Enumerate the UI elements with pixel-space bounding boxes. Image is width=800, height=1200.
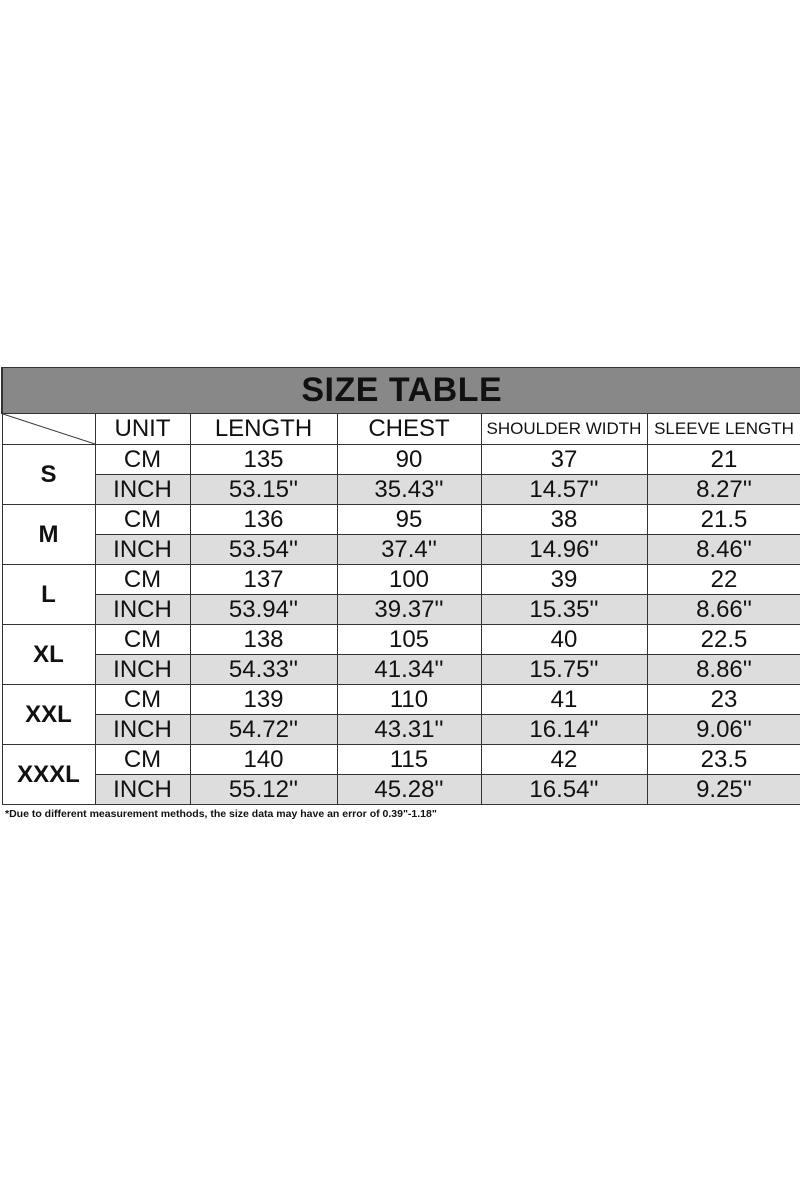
shoulder-width-cell: 39 (481, 565, 647, 595)
sleeve-length-cell: 23 (647, 685, 800, 715)
chest-cell: 105 (337, 625, 481, 655)
table-row (2, 475, 800, 505)
sleeve-length-cell: 9.06'' (647, 715, 800, 745)
shoulder-width-cell: 16.14'' (481, 715, 647, 745)
length-cell: 137 (190, 565, 337, 595)
length-cell: 53.94'' (190, 595, 337, 625)
length-cell: 138 (190, 625, 337, 655)
chest-cell: 95 (337, 505, 481, 535)
chest-cell: 115 (337, 745, 481, 775)
table-row (2, 685, 800, 715)
shoulder-width-cell: 42 (481, 745, 647, 775)
chest-cell: 43.31'' (337, 715, 481, 745)
header-length: LENGTH (190, 414, 337, 445)
length-cell: 54.33'' (190, 655, 337, 685)
chest-cell: 41.34'' (337, 655, 481, 685)
unit-cell: INCH (95, 595, 190, 625)
unit-cell: CM (95, 565, 190, 595)
shoulder-width-cell: 15.75'' (481, 655, 647, 685)
title-row (2, 368, 800, 414)
shoulder-width-cell: 38 (481, 505, 647, 535)
table-row (2, 535, 800, 565)
length-cell: 55.12'' (190, 775, 337, 805)
length-cell: 135 (190, 445, 337, 475)
shoulder-width-cell: 14.96'' (481, 535, 647, 565)
sleeve-length-cell: 21.5 (647, 505, 800, 535)
sleeve-length-cell: 23.5 (647, 745, 800, 775)
chest-cell: 90 (337, 445, 481, 475)
size-label: XL (2, 625, 95, 685)
size-label: S (2, 445, 95, 505)
size-label: XXXL (2, 745, 95, 805)
chest-cell: 45.28'' (337, 775, 481, 805)
table-row (2, 745, 800, 775)
table-row (2, 775, 800, 805)
sleeve-length-cell: 8.66'' (647, 595, 800, 625)
diagonal-line-icon (3, 414, 95, 444)
footnote: *Due to different measurement methods, the size data may have an error of 0.39"-1.18" (5, 808, 437, 820)
size-label: XXL (2, 685, 95, 745)
table-row (2, 445, 800, 475)
unit-cell: INCH (95, 475, 190, 505)
sleeve-length-cell: 8.86'' (647, 655, 800, 685)
table-row (2, 505, 800, 535)
sleeve-length-cell: 22 (647, 565, 800, 595)
chest-cell: 39.37'' (337, 595, 481, 625)
unit-cell: CM (95, 505, 190, 535)
unit-cell: INCH (95, 715, 190, 745)
size-table-container (1, 367, 800, 820)
header-sleeve-length: SLEEVE LENGTH (647, 414, 800, 445)
unit-cell: CM (95, 685, 190, 715)
table-row (2, 595, 800, 625)
header-row (2, 414, 800, 445)
chest-cell: 37.4'' (337, 535, 481, 565)
diagonal-header-cell (2, 414, 95, 445)
size-label: M (2, 505, 95, 565)
shoulder-width-cell: 41 (481, 685, 647, 715)
table-title: SIZE TABLE (2, 368, 800, 414)
sleeve-length-cell: 8.27'' (647, 475, 800, 505)
shoulder-width-cell: 16.54'' (481, 775, 647, 805)
chest-cell: 35.43'' (337, 475, 481, 505)
unit-cell: INCH (95, 775, 190, 805)
length-cell: 53.54'' (190, 535, 337, 565)
table-row (2, 715, 800, 745)
unit-cell: CM (95, 745, 190, 775)
length-cell: 136 (190, 505, 337, 535)
length-cell: 53.15'' (190, 475, 337, 505)
unit-cell: INCH (95, 655, 190, 685)
chest-cell: 110 (337, 685, 481, 715)
length-cell: 139 (190, 685, 337, 715)
length-cell: 54.72'' (190, 715, 337, 745)
header-shoulder-width: SHOULDER WIDTH (481, 414, 647, 445)
table-row (2, 655, 800, 685)
size-table (1, 367, 800, 805)
shoulder-width-cell: 14.57'' (481, 475, 647, 505)
sleeve-length-cell: 21 (647, 445, 800, 475)
header-chest: CHEST (337, 414, 481, 445)
sleeve-length-cell: 9.25'' (647, 775, 800, 805)
unit-cell: INCH (95, 535, 190, 565)
unit-cell: CM (95, 625, 190, 655)
table-row (2, 625, 800, 655)
sleeve-length-cell: 8.46'' (647, 535, 800, 565)
chest-cell: 100 (337, 565, 481, 595)
shoulder-width-cell: 37 (481, 445, 647, 475)
unit-cell: CM (95, 445, 190, 475)
length-cell: 140 (190, 745, 337, 775)
table-row (2, 565, 800, 595)
header-unit: UNIT (95, 414, 190, 445)
shoulder-width-cell: 40 (481, 625, 647, 655)
sleeve-length-cell: 22.5 (647, 625, 800, 655)
size-label: L (2, 565, 95, 625)
shoulder-width-cell: 15.35'' (481, 595, 647, 625)
